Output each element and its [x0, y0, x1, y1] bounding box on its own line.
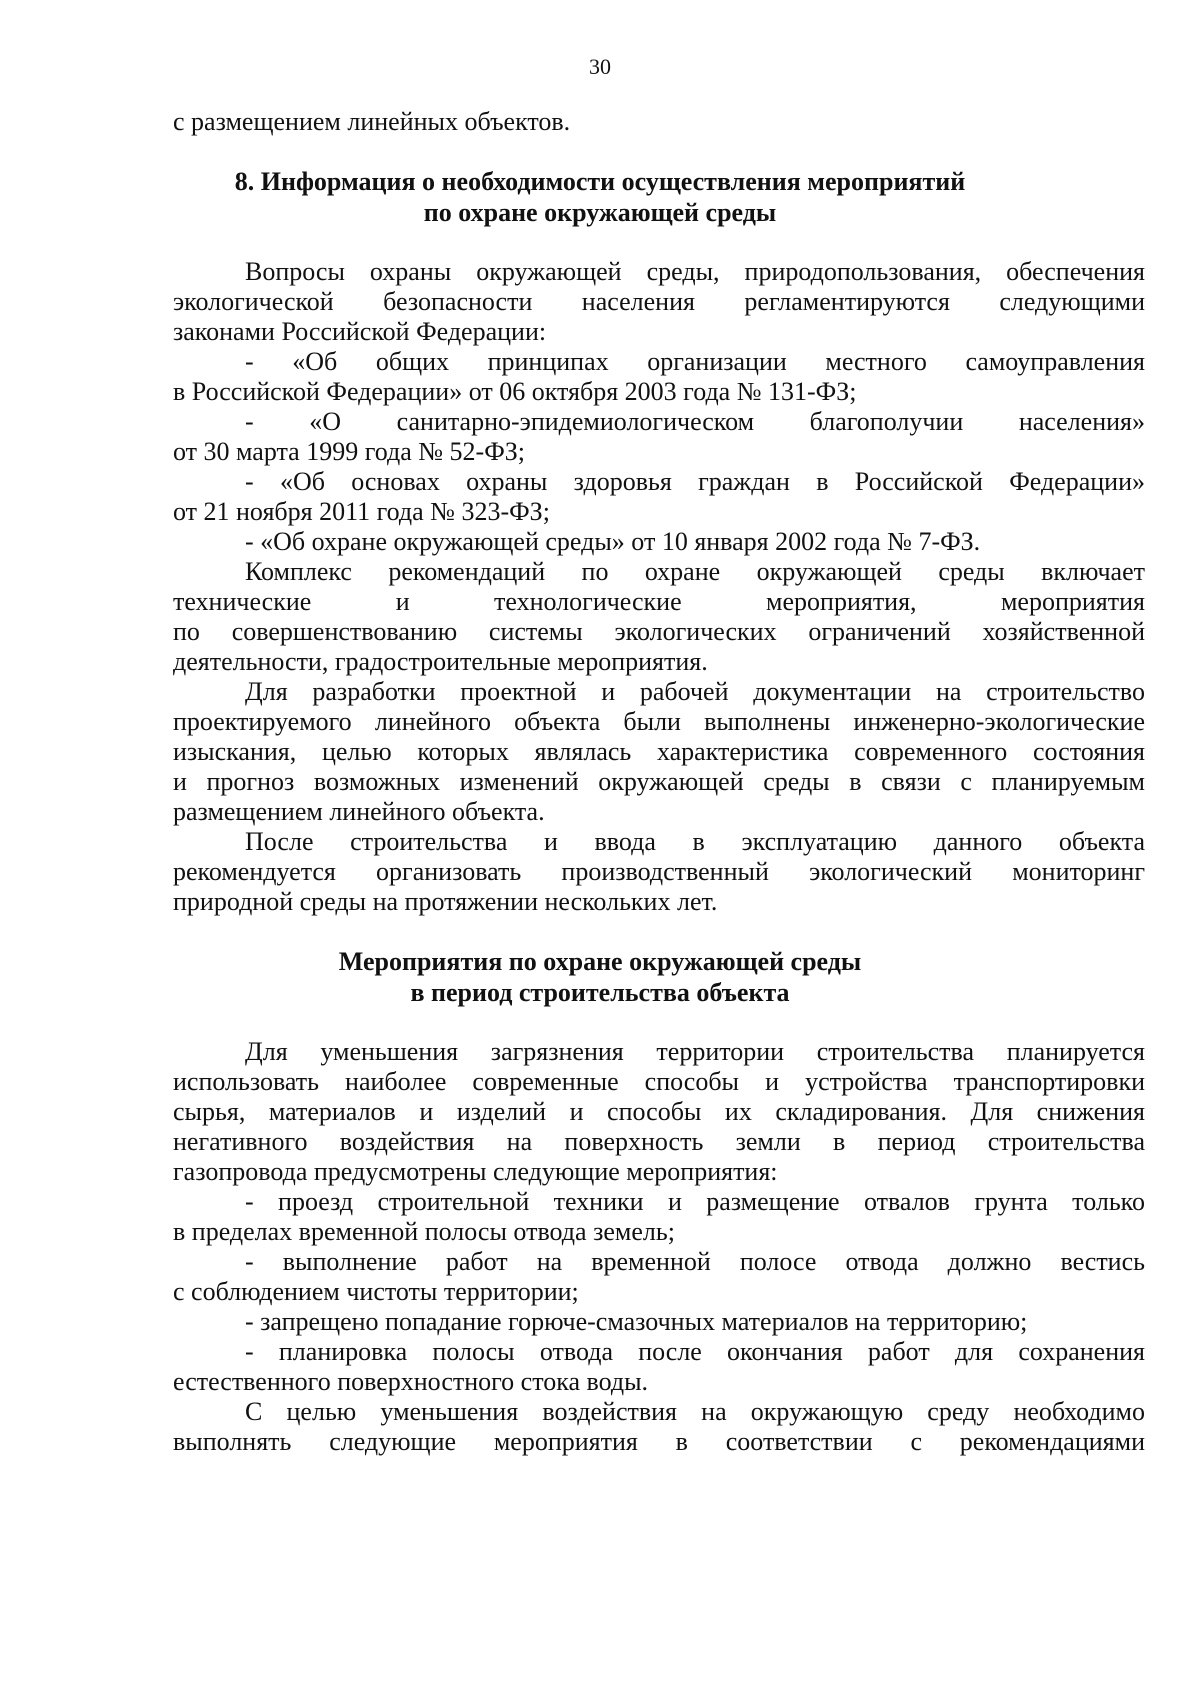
text-line: технические и технологические мероприятия, мероприятия [173, 587, 1145, 616]
text-line: рекомендуется организовать производственный экологический мониторинг [173, 857, 1145, 886]
text-line: естественного поверхностного стока воды. [173, 1367, 649, 1396]
text-line: - «Об общих принципах организации местного самоуправления [245, 347, 1145, 376]
text-line: сырья, материалов и изделий и способы их складирования. Для снижения [173, 1097, 1145, 1126]
text-line: деятельности, градостроительные мероприятия. [173, 647, 708, 676]
text-line: - «О санитарно-эпидемиологическом благополучии населения» [245, 407, 1145, 436]
subsection-title-line-2: в период строительства объекта [410, 978, 790, 1007]
text-line: изыскания, целью которых являлась характеристика современного состояния [173, 737, 1145, 766]
text-line: в пределах временной полосы отвода земель; [173, 1217, 675, 1246]
text-line: использовать наиболее современные способы и устройства транспортировки [173, 1067, 1145, 1096]
text-line: проектируемого линейного объекта были выполнены инженерно-экологические [173, 707, 1145, 736]
text-line: - планировка полосы отвода после окончания работ для сохранения [245, 1337, 1145, 1366]
intro-line: с размещением линейных объектов. [173, 107, 571, 136]
text-line: - проезд строительной техники и размещение отвалов грунта только [245, 1187, 1145, 1216]
page-number: 30 [589, 54, 611, 79]
text-line: Комплекс рекомендаций по охране окружающей среды включает [245, 557, 1145, 586]
text-line: газопровода предусмотрены следующие мероприятия: [173, 1157, 778, 1186]
text-line: - «Об охране окружающей среды» от 10 января 2002 года № 7-ФЗ. [245, 527, 981, 556]
text-line: размещением линейного объекта. [173, 797, 545, 826]
text-line: в Российской Федерации» от 06 октября 2003 года № 131-ФЗ; [173, 377, 857, 406]
text-line: Для уменьшения загрязнения территории строительства планируется [245, 1037, 1145, 1066]
text-line: После строительства и ввода в эксплуатацию данного объекта [245, 827, 1145, 856]
text-line: экологической безопасности населения регламентируются следующими [173, 287, 1145, 316]
text-line: с соблюдением чистоты территории; [173, 1277, 579, 1306]
text-line: выполнять следующие мероприятия в соответствии с рекомендациями [173, 1427, 1145, 1456]
text-line: законами Российской Федерации: [173, 317, 547, 346]
text-line: - запрещено попадание горюче-смазочных материалов на территорию; [245, 1307, 1028, 1336]
text-line: - выполнение работ на временной полосе отвода должно вестись [245, 1247, 1145, 1276]
text-line: от 30 марта 1999 года № 52-ФЗ; [173, 437, 526, 466]
section-title-line-1: 8. Информация о необходимости осуществления мероприятий [234, 167, 966, 196]
text-line: Для разработки проектной и рабочей документации на строительство [245, 677, 1145, 706]
subsection-title-line-1: Мероприятия по охране окружающей среды [338, 947, 862, 976]
section-title-line-2: по охране окружающей среды [423, 198, 777, 227]
text-line: по совершенствованию системы экологических ограничений хозяйственной [173, 617, 1145, 646]
text-line: и прогноз возможных изменений окружающей среды в связи с планируемым [173, 767, 1145, 796]
text-line: негативного воздействия на поверхность земли в период строительства [173, 1127, 1145, 1156]
text-line: С целью уменьшения воздействия на окружающую среду необходимо [245, 1397, 1145, 1426]
text-line: природной среды на протяжении нескольких лет. [173, 887, 718, 916]
text-line: Вопросы охраны окружающей среды, природопользования, обеспечения [245, 257, 1145, 286]
text-line: - «Об основах охраны здоровья граждан в Российской Федерации» [245, 467, 1145, 496]
text-line: от 21 ноября 2011 года № 323-ФЗ; [173, 497, 550, 526]
